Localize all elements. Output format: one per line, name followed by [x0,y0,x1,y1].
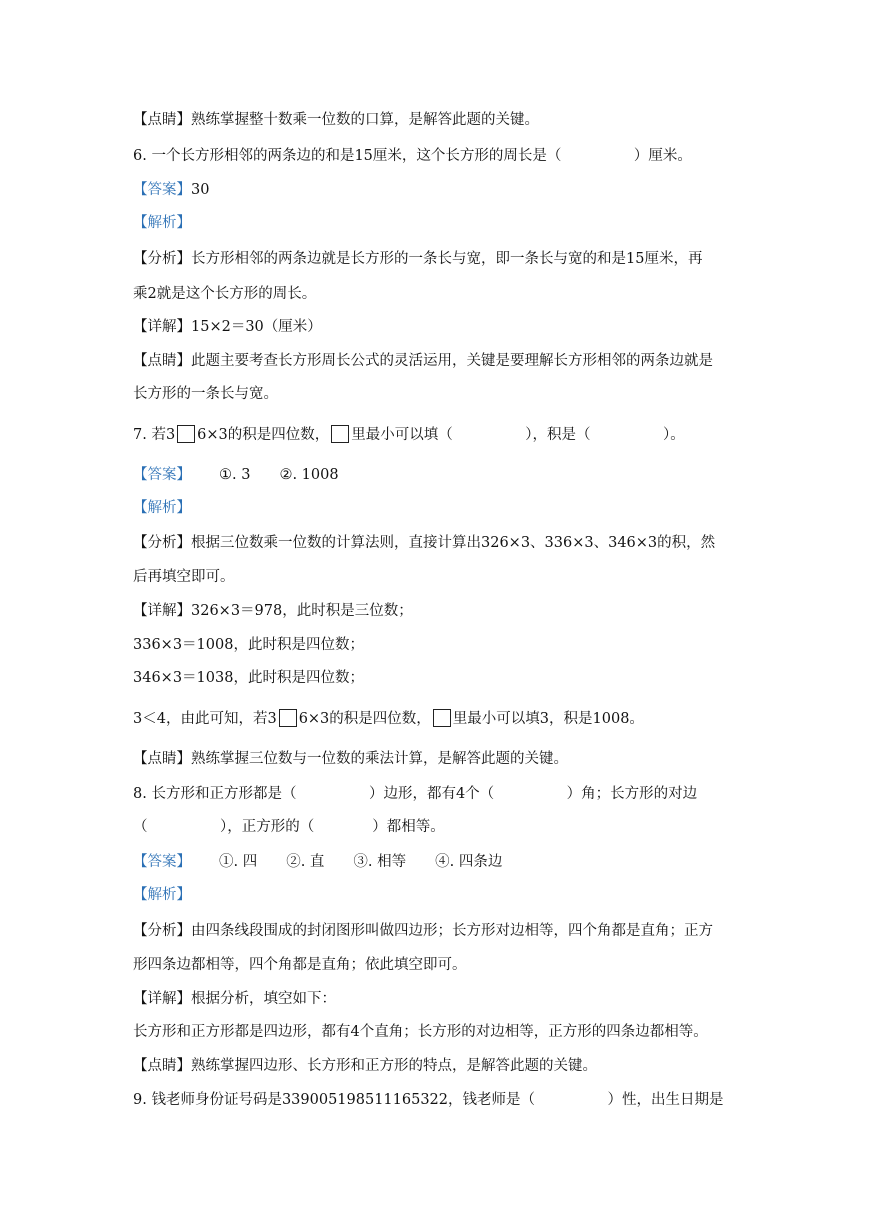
detail-7-line2 [133,634,364,656]
detail-8-text1: 根据分析，填空如下： [191,991,336,1007]
question-8-text2: （ ），正方形的（ ）都相等。 [133,819,445,835]
analysis-tag: 【解析】 [133,500,191,516]
answer-8-text: ①. 四 ②. 直 ③. 相等 ④. 四条边 [219,854,503,870]
remark-7-text: 熟练掌握三位数与一位数的乘法计算，是解答此题的关键。 [191,751,568,767]
remark-6-line2 [133,383,278,405]
analysis-subtag: 【分析】 [133,535,191,551]
remark-6-line1 [133,350,713,372]
detail-tag: 【详解】 [133,319,191,335]
blank-box [331,425,349,443]
remark-6-text2: 长方形的一条长与宽。 [133,386,278,402]
detail-8-line2 [133,1021,708,1043]
answer-6-text: 30 [191,182,210,198]
analysis-8-line1 [133,920,713,942]
remark-7 [133,748,568,770]
analysis-7-line1 [133,532,715,554]
analysis-tag: 【解析】 [133,887,191,903]
detail-7-text3: 346×3＝1038，此时积是四位数； [133,670,364,686]
question-9 [133,1089,724,1111]
question-7 [133,424,685,446]
detail-6-text: 15×2＝30（厘米） [191,319,322,335]
question-6 [133,145,692,167]
analysis-tag: 【解析】 [133,215,191,231]
question-8-text1: 8. 长方形和正方形都是（ ）边形，都有4个（ ）角；长方形的对边 [133,786,698,802]
detail-6 [133,316,322,338]
question-9-text: 9. 钱老师身份证号码是339005198511165322，钱老师是（ ）性，出生日期是 [133,1092,724,1108]
detail-7-post: 里最小可以填3，积是1008。 [452,711,644,727]
detail-7-pre: 3＜4，由此可知，若3 [133,711,277,727]
detail-7-text2: 336×3＝1008，此时积是四位数； [133,637,364,653]
analysis-heading-6 [133,212,191,234]
remark-8 [133,1055,597,1077]
analysis-heading-7 [133,497,191,519]
remark-8-text: 熟练掌握四边形、长方形和正方形的特点，是解答此题的关键。 [191,1058,597,1074]
remark-6-text1: 此题主要考查长方形周长公式的灵活运用，关键是要理解长方形相邻的两条边就是 [191,353,713,369]
remark-tag: 【点睛】 [133,112,191,128]
answer-7-text: ①. 3 ②. 1008 [219,467,339,483]
analysis-6-line1 [133,248,702,270]
blank-box [279,709,297,727]
analysis-subtag: 【分析】 [133,923,191,939]
answer-tag: 【答案】 [133,182,191,198]
answer-tag: 【答案】 [133,854,191,870]
analysis-8-text1: 由四条线段围成的封闭图形叫做四边形；长方形对边相等，四个角都是直角；正方 [191,923,713,939]
answer-tag: 【答案】 [133,467,191,483]
analysis-7-text1: 根据三位数乘一位数的计算法则，直接计算出326×3、336×3、346×3的积，然 [191,535,716,551]
answer-8 [133,851,502,873]
answer-7 [133,464,339,486]
remark-tag: 【点睛】 [133,353,191,369]
question-8-line1 [133,783,697,805]
detail-8-text2: 长方形和正方形都是四边形，都有4个直角；长方形的对边相等，正方形的四条边都相等。 [133,1024,708,1040]
detail-7-line1 [133,600,413,622]
analysis-6-line2 [133,283,316,305]
remark-text: 熟练掌握整十数乘一位数的口算，是解答此题的关键。 [191,112,539,128]
remark-tag: 【点睛】 [133,751,191,767]
analysis-6-text1: 长方形相邻的两条边就是长方形的一条长与宽，即一条长与宽的和是15厘米，再 [191,251,703,267]
blank-box [177,425,195,443]
analysis-7-line2 [133,566,235,588]
detail-tag: 【详解】 [133,991,191,1007]
question-7-mid: 6×3的积是四位数， [197,427,330,443]
answer-6 [133,179,209,201]
question-7-post: 里最小可以填（ ），积是（ ）。 [351,427,685,443]
detail-tag: 【详解】 [133,603,191,619]
question-7-pre: 7. 若3 [133,427,176,443]
remark-tag: 【点睛】 [133,1058,191,1074]
detail-7-mid: 6×3的积是四位数， [298,711,431,727]
detail-7-line4 [133,708,644,730]
detail-8-line1 [133,988,336,1010]
analysis-8-line2 [133,954,467,976]
detail-7-line3 [133,667,364,689]
analysis-7-text2: 后再填空即可。 [133,569,235,585]
detail-7-text1: 326×3＝978，此时积是三位数； [191,603,413,619]
analysis-8-text2: 形四条边都相等，四个角都是直角；依此填空即可。 [133,957,467,973]
question-6-text: 6. 一个长方形相邻的两条边的和是15厘米，这个长方形的周长是（ ）厘米。 [133,148,692,164]
analysis-heading-8 [133,884,191,906]
question-8-line2 [133,816,445,838]
analysis-subtag: 【分析】 [133,251,191,267]
analysis-6-text2: 乘2就是这个长方形的周长。 [133,286,317,302]
blank-box [433,709,451,727]
remark-line [133,109,539,131]
